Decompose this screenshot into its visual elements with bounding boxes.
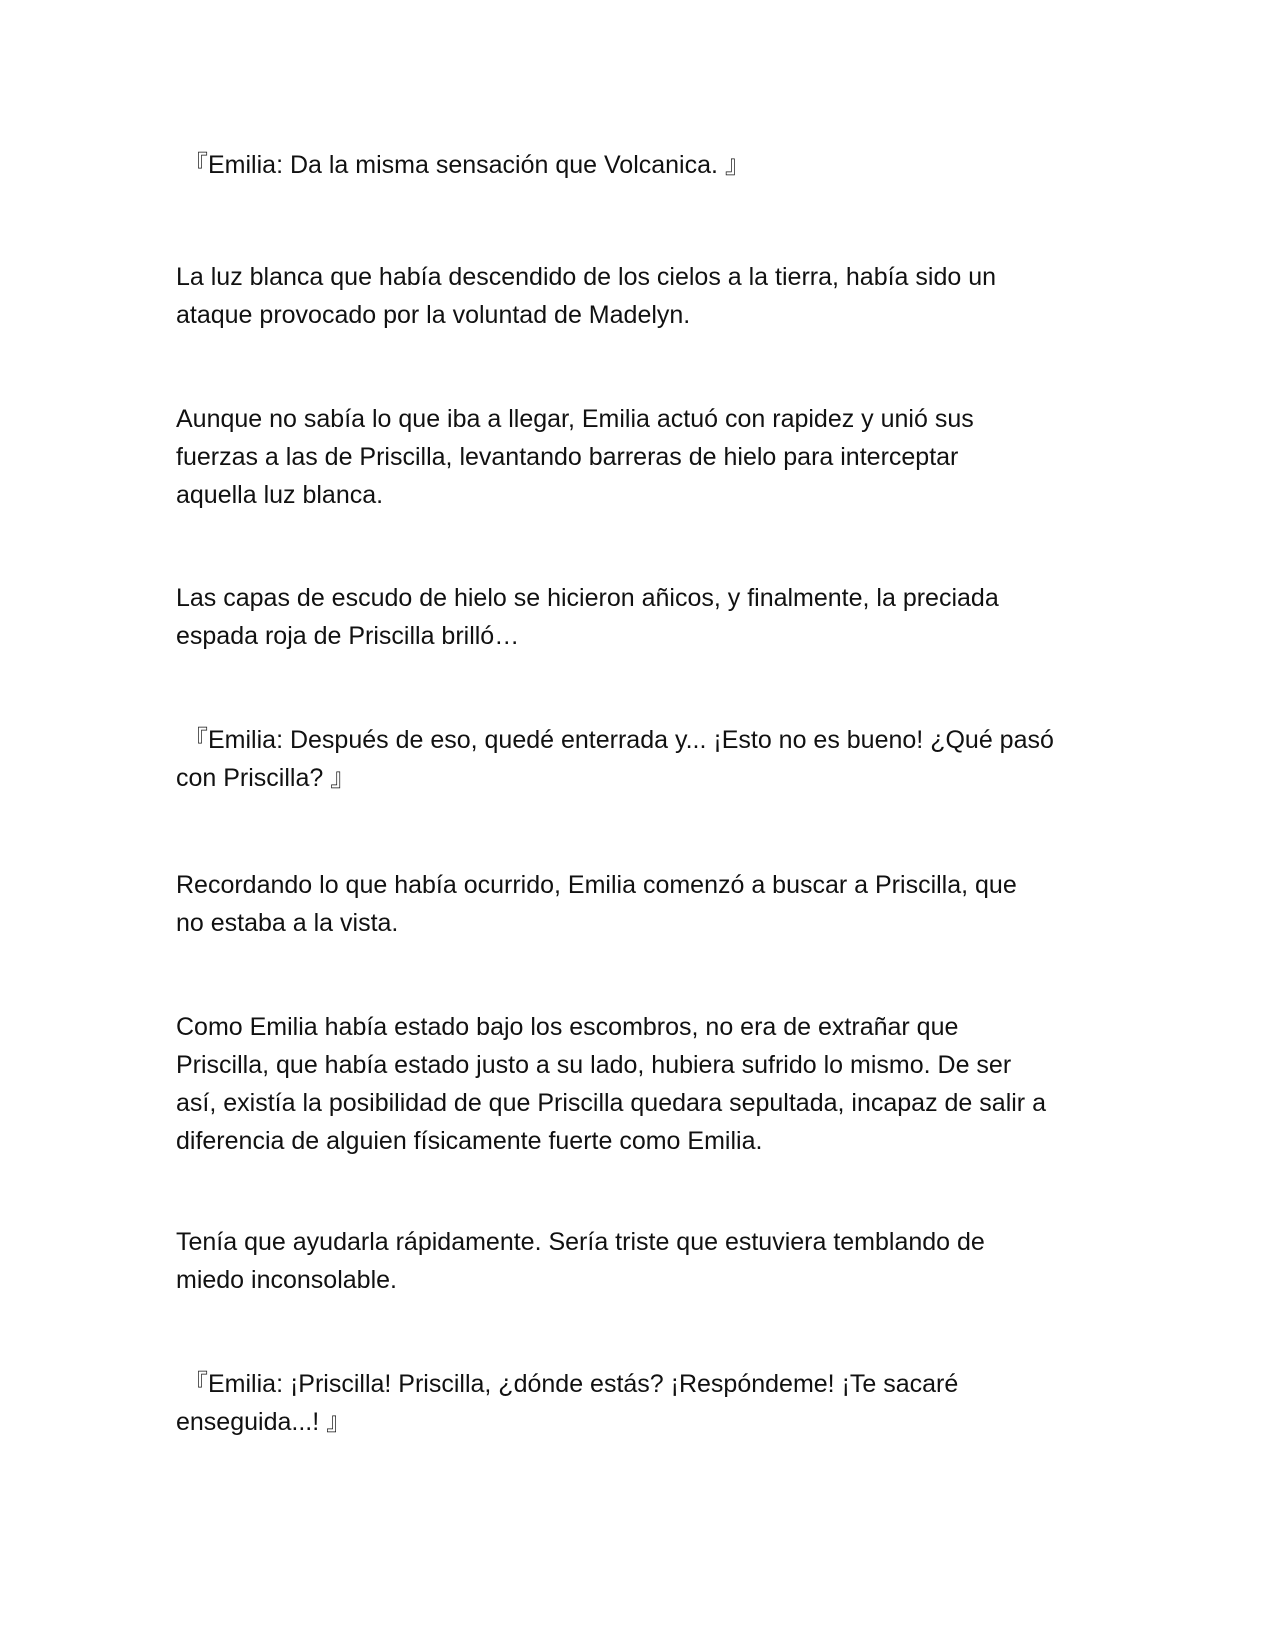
text-line: Como Emilia había estado bajo los escombros, no era de extrañar que — [176, 1013, 959, 1041]
text-line: Recordando lo que había ocurrido, Emilia comenzó a buscar a Priscilla, que — [176, 871, 1017, 899]
text-line: 『Emilia: Da la misma sensación que Volcanica. 』 — [183, 151, 750, 179]
text-line: con Priscilla? 』 — [176, 764, 356, 792]
text-line: enseguida...! 』 — [176, 1408, 352, 1436]
text-line: Priscilla, que había estado justo a su lado, hubiera sufrido lo mismo. De ser — [176, 1051, 1012, 1079]
text-line: miedo inconsolable. — [176, 1266, 397, 1294]
text-line: La luz blanca que había descendido de los cielos a la tierra, había sido un — [176, 263, 997, 291]
narration-paragraph — [176, 1008, 1106, 1160]
dialogue-paragraph — [176, 1365, 1106, 1441]
text-line: 『Emilia: Después de eso, quedé enterrada y... ¡Esto no es bueno! ¿Qué pasó — [183, 726, 1054, 754]
narration-paragraph — [176, 866, 1106, 942]
text-line: Las capas de escudo de hielo se hicieron añicos, y finalmente, la preciada — [176, 584, 999, 612]
narration-paragraph — [176, 400, 1106, 514]
text-line: fuerzas a las de Priscilla, levantando barreras de hielo para interceptar — [176, 443, 959, 471]
narration-paragraph — [176, 579, 1106, 655]
text-line: Tenía que ayudarla rápidamente. Sería triste que estuviera temblando de — [176, 1228, 985, 1256]
text-line: espada roja de Priscilla brilló… — [176, 622, 520, 650]
dialogue-paragraph — [176, 146, 1106, 184]
text-line: diferencia de alguien físicamente fuerte como Emilia. — [176, 1127, 763, 1155]
narration-paragraph — [176, 258, 1106, 334]
text-line: así, existía la posibilidad de que Priscilla quedara sepultada, incapaz de salir a — [176, 1089, 1046, 1117]
text-line: no estaba a la vista. — [176, 909, 399, 937]
text-line: aquella luz blanca. — [176, 481, 384, 509]
text-line: Aunque no sabía lo que iba a llegar, Emilia actuó con rapidez y unió sus — [176, 405, 974, 433]
narration-paragraph — [176, 1223, 1106, 1299]
text-line: 『Emilia: ¡Priscilla! Priscilla, ¿dónde estás? ¡Respóndeme! ¡Te sacaré — [183, 1370, 959, 1398]
dialogue-paragraph — [176, 721, 1106, 797]
text-line: ataque provocado por la voluntad de Madelyn. — [176, 301, 691, 329]
